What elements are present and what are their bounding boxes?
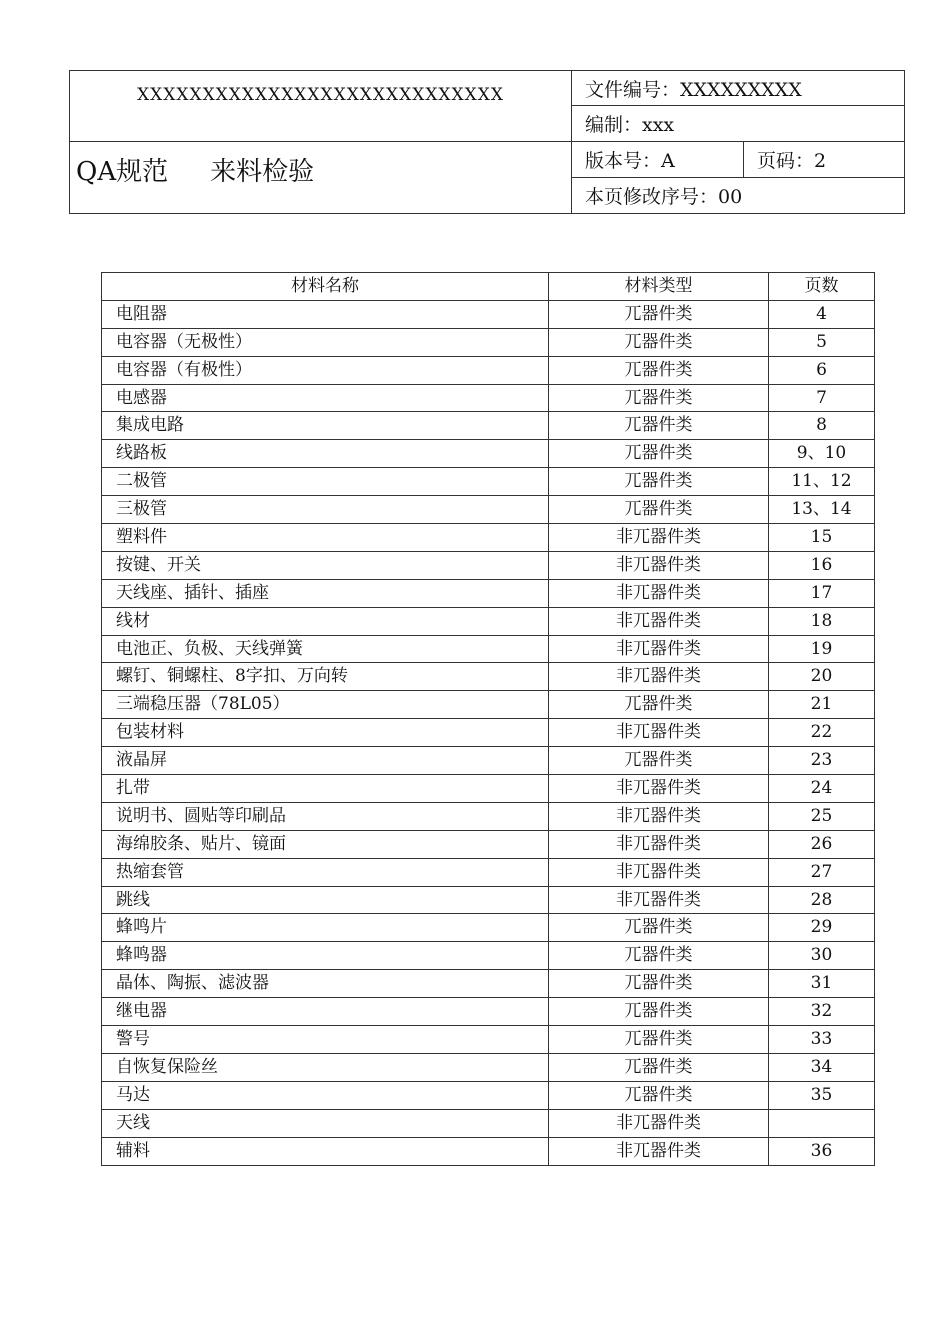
material-type-cell: 兀器件类: [549, 1081, 769, 1109]
page-count-cell: 25: [769, 802, 875, 830]
table-row: [102, 496, 875, 524]
page-count-cell: 36: [769, 1137, 875, 1165]
material-name-cell: 螺钉、铜螺柱、8字扣、万向转: [102, 663, 549, 691]
page-count-cell: 11、12: [769, 468, 875, 496]
page-count-cell: 23: [769, 747, 875, 775]
page-count-cell: 21: [769, 691, 875, 719]
table-row: [102, 1109, 875, 1137]
material-name-cell: 包装材料: [102, 719, 549, 747]
page-count-cell: 19: [769, 635, 875, 663]
file-number: 文件编号：XXXXXXXXX: [585, 79, 802, 101]
table-row: [102, 440, 875, 468]
table-row: [102, 914, 875, 942]
title-main: QA规范: [76, 157, 169, 187]
document-title: [76, 151, 314, 188]
material-name-cell: 三极管: [102, 496, 549, 524]
material-type-cell: 非兀器件类: [549, 663, 769, 691]
material-type-cell: 非兀器件类: [549, 886, 769, 914]
page-count-cell: 30: [769, 942, 875, 970]
page-count-cell: 15: [769, 524, 875, 552]
table-row: [102, 468, 875, 496]
table-body: [102, 300, 875, 1165]
material-type-cell: 兀器件类: [549, 496, 769, 524]
material-type-cell: 兀器件类: [549, 970, 769, 998]
material-type-cell: 兀器件类: [549, 468, 769, 496]
material-type-cell: 非兀器件类: [549, 719, 769, 747]
material-name-cell: 马达: [102, 1081, 549, 1109]
material-name-cell: 说明书、圆贴等印刷品: [102, 802, 549, 830]
material-name-cell: 晶体、陶振、滤波器: [102, 970, 549, 998]
table-row: [102, 300, 875, 328]
page-count-cell: 13、14: [769, 496, 875, 524]
revision-number: 本页修改序号：00: [585, 186, 743, 208]
material-type-cell: 兀器件类: [549, 384, 769, 412]
material-name-cell: 电容器（有极性）: [102, 356, 549, 384]
material-type-cell: 兀器件类: [549, 914, 769, 942]
header-divider: [571, 105, 905, 106]
page-count-cell: 26: [769, 830, 875, 858]
table-row: [102, 635, 875, 663]
table-row: [102, 412, 875, 440]
material-type-cell: 兀器件类: [549, 998, 769, 1026]
page-count-cell: 20: [769, 663, 875, 691]
page-count-cell: 9、10: [769, 440, 875, 468]
table-row: [102, 1026, 875, 1054]
header-divider: [743, 141, 744, 177]
material-name-cell: 蜂鸣器: [102, 942, 549, 970]
material-type-cell: 兀器件类: [549, 691, 769, 719]
material-name-cell: 蜂鸣片: [102, 914, 549, 942]
page-count-cell: 35: [769, 1081, 875, 1109]
table-row: [102, 970, 875, 998]
column-header-name: 材料名称: [102, 273, 549, 301]
material-type-cell: 非兀器件类: [549, 830, 769, 858]
table-row: [102, 719, 875, 747]
material-type-cell: 兀器件类: [549, 747, 769, 775]
material-name-cell: 热缩套管: [102, 858, 549, 886]
material-name-cell: 电池正、负极、天线弹簧: [102, 635, 549, 663]
page-count-cell: 28: [769, 886, 875, 914]
material-name-cell: 辅料: [102, 1137, 549, 1165]
page-count-cell: [769, 1109, 875, 1137]
table-row: [102, 1081, 875, 1109]
header-divider: [571, 71, 572, 213]
table-row: [102, 1137, 875, 1165]
table-row: [102, 691, 875, 719]
table-row: [102, 747, 875, 775]
page-count-cell: 29: [769, 914, 875, 942]
material-name-cell: 线路板: [102, 440, 549, 468]
material-type-cell: 兀器件类: [549, 356, 769, 384]
table-header-row: [102, 273, 875, 301]
table-row: [102, 942, 875, 970]
material-name-cell: 海绵胶条、贴片、镜面: [102, 830, 549, 858]
table-row: [102, 998, 875, 1026]
table-row: [102, 775, 875, 803]
header-divider: [571, 177, 905, 178]
material-type-cell: 兀器件类: [549, 1053, 769, 1081]
material-type-cell: 非兀器件类: [549, 524, 769, 552]
material-name-cell: 液晶屏: [102, 747, 549, 775]
page-count-cell: 32: [769, 998, 875, 1026]
material-name-cell: 跳线: [102, 886, 549, 914]
table-row: [102, 607, 875, 635]
document-header: [69, 70, 905, 214]
material-type-cell: 兀器件类: [549, 300, 769, 328]
page-count-cell: 4: [769, 300, 875, 328]
page-count-cell: 16: [769, 551, 875, 579]
material-name-cell: 集成电路: [102, 412, 549, 440]
material-type-cell: 非兀器件类: [549, 802, 769, 830]
material-name-cell: 电阻器: [102, 300, 549, 328]
table-row: [102, 663, 875, 691]
material-type-cell: 兀器件类: [549, 942, 769, 970]
material-name-cell: 二极管: [102, 468, 549, 496]
title-sub: 来料检验: [210, 157, 315, 187]
page-count-cell: 22: [769, 719, 875, 747]
materials-table: [101, 272, 875, 1166]
material-name-cell: 天线: [102, 1109, 549, 1137]
table-row: [102, 328, 875, 356]
material-name-cell: 三端稳压器（78L05）: [102, 691, 549, 719]
material-name-cell: 自恢复保险丝: [102, 1053, 549, 1081]
header-divider: [70, 141, 571, 142]
page-count-cell: 17: [769, 579, 875, 607]
table-row: [102, 356, 875, 384]
table-row: [102, 524, 875, 552]
table-row: [102, 858, 875, 886]
page-count-cell: 5: [769, 328, 875, 356]
header-divider: [571, 141, 905, 142]
page-count-cell: 31: [769, 970, 875, 998]
table-row: [102, 1053, 875, 1081]
material-name-cell: 电容器（无极性）: [102, 328, 549, 356]
material-name-cell: 电感器: [102, 384, 549, 412]
page-count-cell: 33: [769, 1026, 875, 1054]
column-header-pages: 页数: [769, 273, 875, 301]
material-type-cell: 兀器件类: [549, 328, 769, 356]
table-row: [102, 384, 875, 412]
page-count-cell: 8: [769, 412, 875, 440]
column-header-type: 材料类型: [549, 273, 769, 301]
version-number: 版本号：A: [585, 150, 675, 172]
material-type-cell: 非兀器件类: [549, 635, 769, 663]
material-type-cell: 非兀器件类: [549, 775, 769, 803]
material-type-cell: 非兀器件类: [549, 607, 769, 635]
material-name-cell: 警号: [102, 1026, 549, 1054]
page-number: 页码：2: [757, 150, 827, 172]
table-row: [102, 802, 875, 830]
table-row: [102, 579, 875, 607]
table-row: [102, 551, 875, 579]
table-row: [102, 830, 875, 858]
material-type-cell: 非兀器件类: [549, 579, 769, 607]
material-type-cell: 非兀器件类: [549, 1109, 769, 1137]
material-name-cell: 按键、开关: [102, 551, 549, 579]
material-name-cell: 天线座、插针、插座: [102, 579, 549, 607]
material-name-cell: 扎带: [102, 775, 549, 803]
material-type-cell: 兀器件类: [549, 440, 769, 468]
material-type-cell: 非兀器件类: [549, 551, 769, 579]
page-count-cell: 6: [769, 356, 875, 384]
material-name-cell: 塑料件: [102, 524, 549, 552]
page-count-cell: 24: [769, 775, 875, 803]
company-name: XXXXXXXXXXXXXXXXXXXXXXXXXXXX: [137, 85, 504, 105]
material-type-cell: 兀器件类: [549, 1026, 769, 1054]
material-type-cell: 非兀器件类: [549, 1137, 769, 1165]
table-row: [102, 886, 875, 914]
material-type-cell: 兀器件类: [549, 412, 769, 440]
material-type-cell: 非兀器件类: [549, 858, 769, 886]
page-count-cell: 27: [769, 858, 875, 886]
material-name-cell: 线材: [102, 607, 549, 635]
page-count-cell: 7: [769, 384, 875, 412]
material-name-cell: 继电器: [102, 998, 549, 1026]
page-count-cell: 34: [769, 1053, 875, 1081]
page-count-cell: 18: [769, 607, 875, 635]
editor: 编制：xxx: [585, 114, 675, 136]
